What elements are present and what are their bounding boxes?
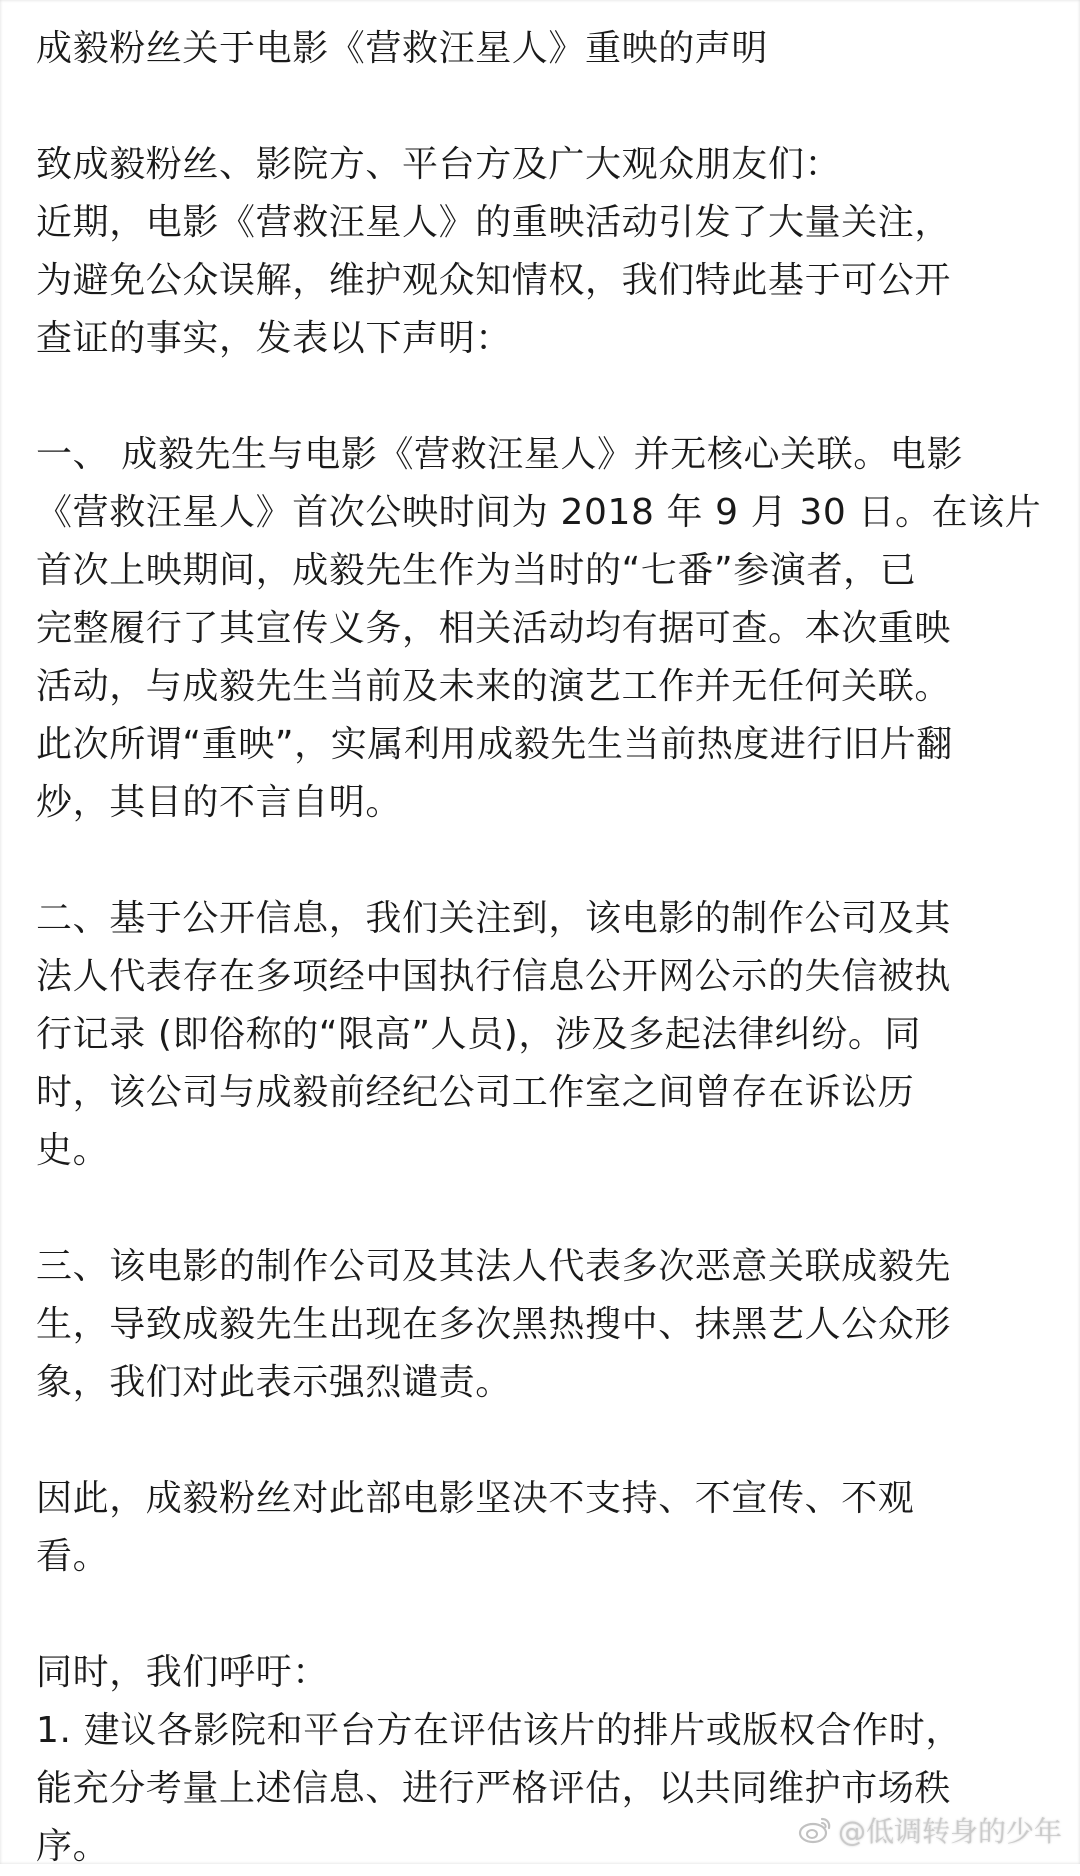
text-line: 近期，电影《营救汪星人》的重映活动引发了大量关注， <box>36 202 952 243</box>
text-line: 因此，成毅粉丝对此部电影坚决不支持、不宣传、不观 <box>36 1478 915 1519</box>
text-line: 1. 建议各影院和平台方在评估该片的排片或版权合作时， <box>36 1710 962 1751</box>
text-line: 象，我们对此表示强烈谴责。 <box>36 1362 512 1403</box>
text-line: 生，导致成毅先生出现在多次黑热搜中、抹黑艺人公众形 <box>36 1304 952 1345</box>
text-line: 致成毅粉丝、影院方、平台方及广大观众朋友们： <box>36 144 842 185</box>
text-line: 行记录 (即俗称的“限高”人员)，涉及多起法律纠纷。同 <box>36 1014 922 1055</box>
text-line: 为避免公众误解，维护观众知情权，我们特此基于可公开 <box>36 260 952 301</box>
text-line: 完整履行了其宣传义务，相关活动均有据可查。本次重映 <box>36 608 952 649</box>
text-line: 查证的事实，发表以下声明： <box>36 318 512 359</box>
text-line: 能充分考量上述信息、进行严格评估，以共同维护市场秩 <box>36 1768 952 1809</box>
text-line: 一、 成毅先生与电影《营救汪星人》并无核心关联。电影 <box>36 434 964 475</box>
text-line: 法人代表存在多项经中国执行信息公开网公示的失信被执 <box>36 956 952 997</box>
text-line: 三、该电影的制作公司及其法人代表多次恶意关联成毅先 <box>36 1246 952 1287</box>
paragraph-gap <box>36 832 1046 890</box>
paragraph-gap <box>36 1412 1046 1470</box>
text-line: 炒，其目的不言自明。 <box>36 782 403 823</box>
weibo-logo-icon <box>798 1816 832 1844</box>
text-line: 时，该公司与成毅前经纪公司工作室之间曾存在诉讼历 <box>36 1072 915 1113</box>
text-line: 此次所谓“重映”，实属利用成毅先生当前热度进行旧片翻 <box>36 724 953 765</box>
text-line: 活动，与成毅先生当前及未来的演艺工作并无任何关联。 <box>36 666 952 707</box>
text-line: 史。 <box>36 1130 110 1171</box>
paragraph-gap <box>36 1586 1046 1644</box>
paragraph-gap <box>36 78 1046 136</box>
document-title: 成毅粉丝关于电影《营救汪星人》重映的声明 <box>36 28 769 69</box>
watermark-text: @低调转身的少年 <box>837 1815 1062 1848</box>
text-line: 看。 <box>36 1536 110 1577</box>
text-line: 同时，我们呼吁： <box>36 1652 329 1693</box>
paragraph-gap <box>36 1180 1046 1238</box>
statement-text <box>36 20 1046 1876</box>
weibo-watermark <box>798 1810 1062 1850</box>
text-line: 二、基于公开信息，我们关注到，该电影的制作公司及其 <box>36 898 952 939</box>
text-line: 《营救汪星人》首次公映时间为 2018 年 9 月 30 日。在该片 <box>36 492 1042 533</box>
paragraph-gap <box>36 368 1046 426</box>
text-line: 序。 <box>36 1826 110 1867</box>
text-line: 首次上映期间，成毅先生作为当时的“七番”参演者，已 <box>36 550 917 591</box>
